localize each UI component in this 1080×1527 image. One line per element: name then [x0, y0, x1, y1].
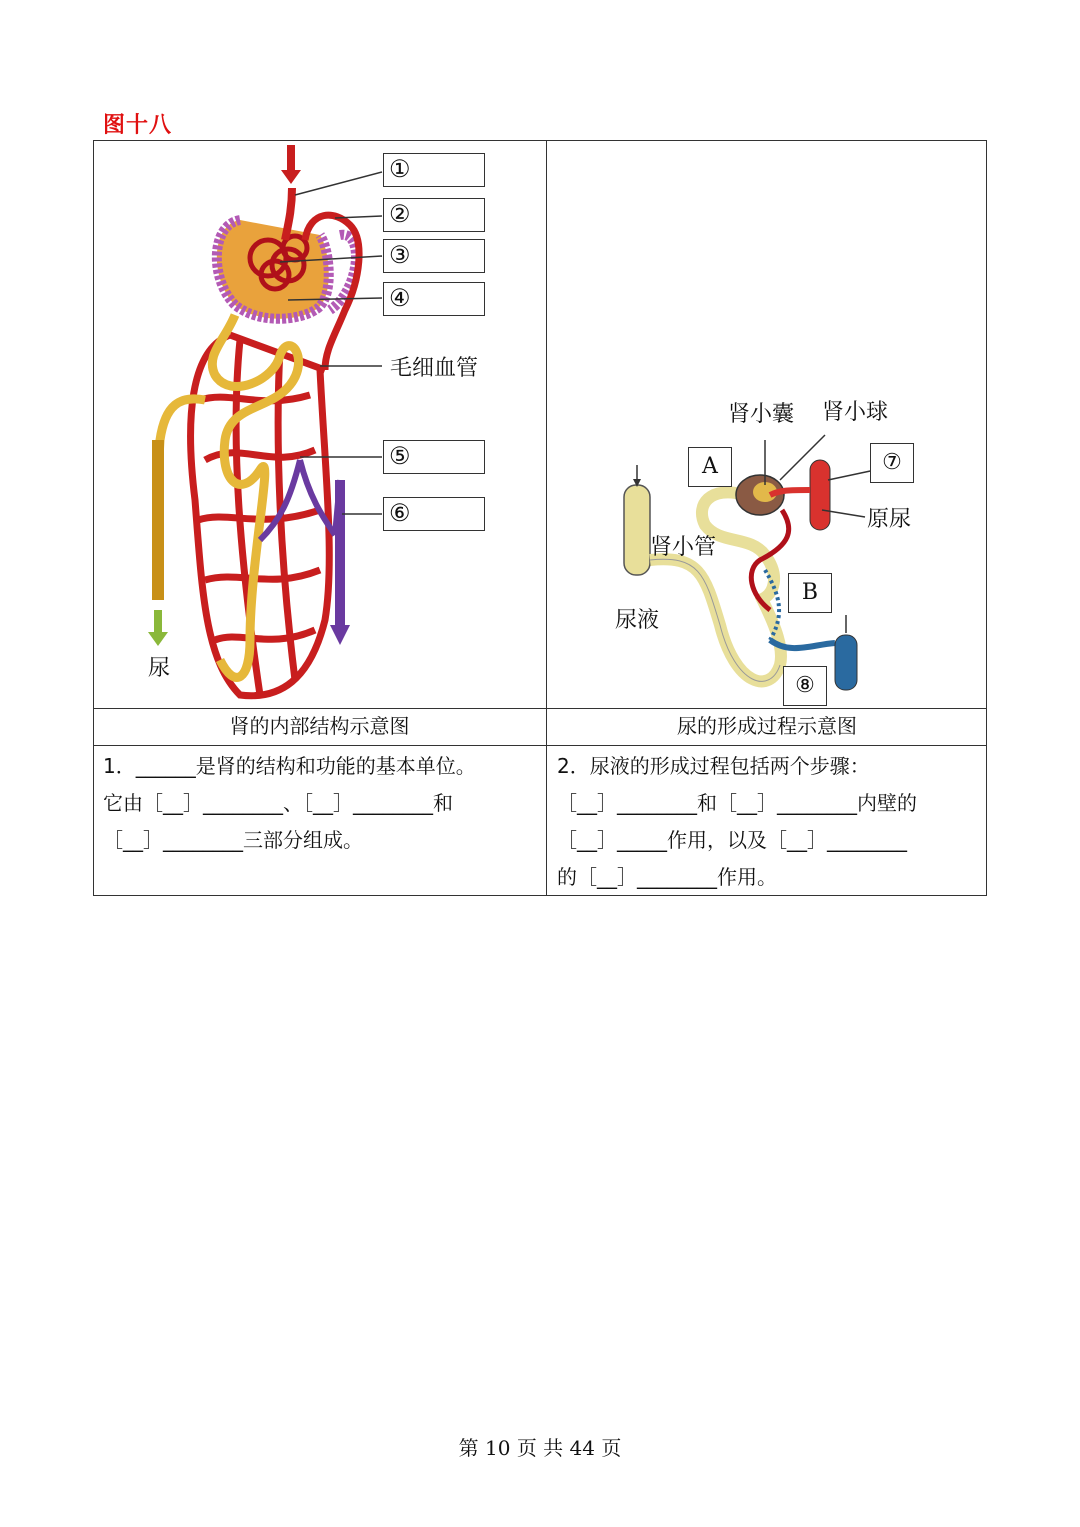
glomerulus-label: 肾小球 — [822, 400, 889, 425]
q1-line-3: ［__］________三部分组成。 — [103, 828, 363, 852]
label-3: ③ — [383, 239, 485, 273]
box-b: B — [788, 573, 832, 613]
label-2: ② — [383, 198, 485, 232]
label-5: ⑤ — [383, 440, 485, 474]
tubule-label: 肾小管 — [650, 535, 717, 560]
page-footer: 第 10 页 共 44 页 — [458, 1436, 622, 1460]
label-6: ⑥ — [383, 497, 485, 531]
right-caption: 尿的形成过程示意图 — [677, 714, 857, 738]
q1-line-1: 1．______是肾的结构和功能的基本单位。 — [103, 754, 476, 778]
label-4: ④ — [383, 282, 485, 316]
capillary-label: 毛细血管 — [390, 356, 479, 381]
box-7: ⑦ — [870, 443, 914, 483]
left-caption: 肾的内部结构示意图 — [229, 714, 410, 738]
q2-line-1: 2．尿液的形成过程包括两个步骤： — [557, 754, 870, 778]
box-a: A — [688, 447, 732, 487]
table-rule — [93, 745, 987, 746]
table-divider — [546, 140, 547, 896]
capsule-label: 肾小囊 — [728, 402, 795, 427]
q2-line-2: ［__］________和［__］________内壁的 — [557, 791, 917, 815]
q2-line-4: 的［__］________作用。 — [557, 865, 777, 889]
q1-line-2: 它由［__］________、［__］________和 — [103, 791, 453, 815]
figure-title: 图十八 — [103, 113, 173, 138]
q2-line-3: ［__］_____作用，以及［__］________ — [557, 828, 907, 852]
label-1: ① — [383, 153, 485, 187]
box-8: ⑧ — [783, 666, 827, 706]
urine-liquid-label: 尿液 — [615, 608, 660, 633]
primary-urine-label: 原尿 — [867, 507, 912, 532]
urine-label: 尿 — [148, 656, 171, 681]
